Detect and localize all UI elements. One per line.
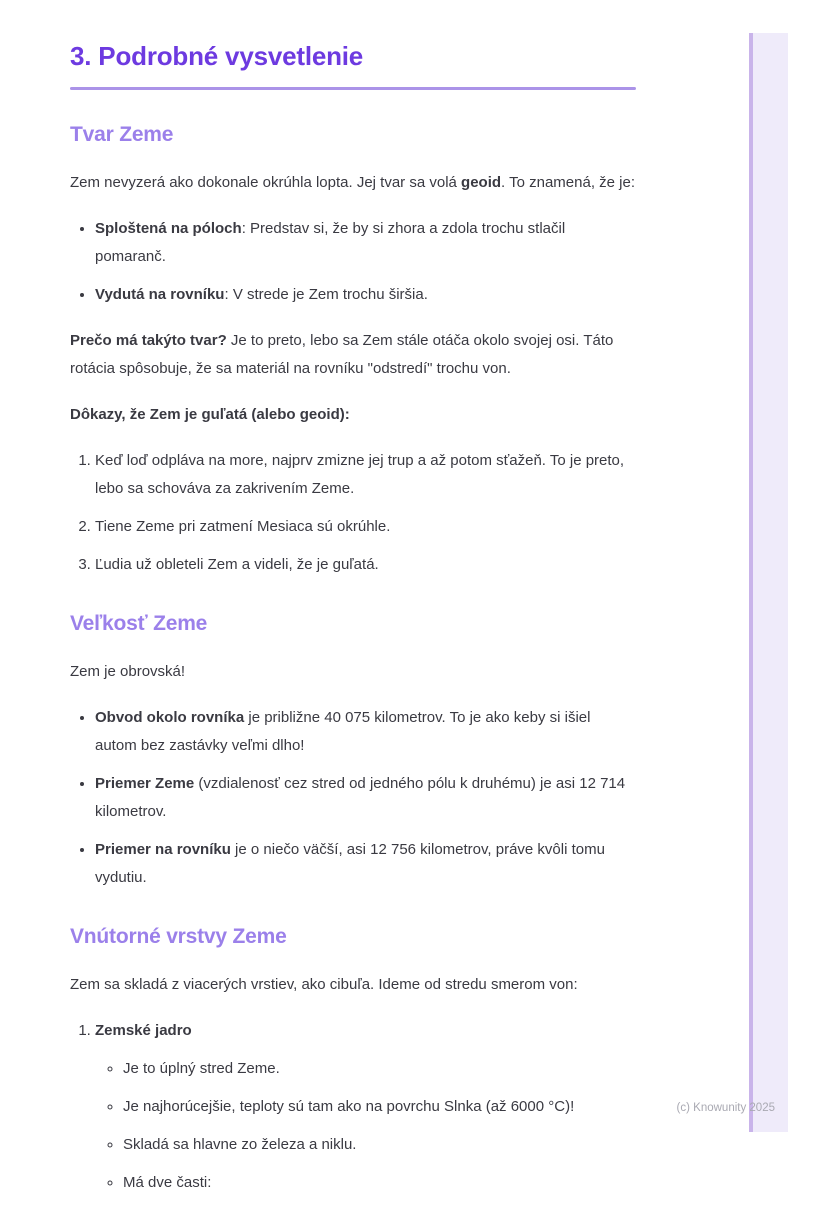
list-item xyxy=(95,770,636,826)
list-item xyxy=(95,551,636,579)
body-paragraph xyxy=(70,971,636,999)
text-run: Je to úplný stred Zeme. xyxy=(123,1060,280,1078)
bold-text-run: Sploštená na póloch xyxy=(95,220,242,238)
text-run: Zem nevyzerá ako dokonale okrúhla lopta. Jej tvar sa volá xyxy=(70,174,462,192)
bold-text-run: Zemské jadro xyxy=(95,1022,192,1040)
bullet-list xyxy=(70,704,636,892)
text-run: . To znamená, že je: xyxy=(501,174,636,192)
page-title: 3. Podrobné vysvetlenie xyxy=(70,41,364,71)
bold-text-run: Priemer na rovníku xyxy=(95,841,231,859)
body-paragraph xyxy=(70,658,636,686)
text-run: Keď loď odpláva na more, najprv zmizne jej trup a až potom sťažeň. To je preto, lebo sa schováva za zakrivením Zeme. xyxy=(95,452,625,498)
text-run: Skladá sa hlavne zo železa a niklu. xyxy=(123,1136,357,1154)
bold-text-run: Prečo má takýto tvar? xyxy=(70,332,227,350)
document-content xyxy=(70,42,636,1215)
section-heading: Veľkosť Zeme xyxy=(70,612,208,636)
list-item xyxy=(95,513,636,541)
text-run: je o niečo väčší, asi 12 756 kilometrov, práve kvôli tomu vydutiu. xyxy=(95,841,605,887)
text-run: Má dve časti: xyxy=(123,1174,212,1192)
sections-container xyxy=(70,122,636,1198)
bold-text-run: Obvod okolo rovníka xyxy=(95,709,245,727)
list-item xyxy=(95,704,636,760)
list-item xyxy=(123,1055,636,1083)
text-run: : Predstav si, že by si zhora a zdola trochu stlačil pomaranč. xyxy=(95,220,566,266)
page-accent-strip xyxy=(749,33,788,1132)
text-run: Ľudia už obleteli Zem a videli, že je guľatá. xyxy=(95,556,379,574)
text-run: (vzdialenosť cez stred od jedného pólu k druhému) je asi 12 714 kilometrov. xyxy=(95,775,626,821)
list-item xyxy=(95,1017,636,1197)
body-paragraph xyxy=(70,401,636,429)
text-run: je približne 40 075 kilometrov. To je ako keby si išiel autom bez zastávky veľmi dlho! xyxy=(95,709,591,755)
bold-text-run: Dôkazy, že Zem je guľatá (alebo geoid): xyxy=(70,406,350,424)
bold-text-run: Priemer Zeme xyxy=(95,775,195,793)
bold-text-run: Vydutá na rovníku xyxy=(95,286,225,304)
text-run: Je najhorúcejšie, teploty sú tam ako na povrchu Slnka (až 6000 °C)! xyxy=(123,1098,575,1116)
text-run: Zem je obrovská! xyxy=(70,663,186,681)
list-item xyxy=(95,836,636,892)
text-run: Je to preto, lebo sa Zem stále otáča okolo svojej osi. Táto rotácia spôsobuje, že sa materiál na rovníku "odstredí" trochu von. xyxy=(70,332,614,378)
numbered-list xyxy=(70,1017,636,1197)
list-item xyxy=(123,1131,636,1159)
list-item xyxy=(95,447,636,503)
text-run: Zem sa skladá z viacerých vrstiev, ako cibuľa. Ideme od stredu smerom von: xyxy=(70,976,578,994)
section-heading: Vnútorné vrstvy Zeme xyxy=(70,925,287,949)
list-item xyxy=(123,1169,636,1197)
list-item xyxy=(123,1093,636,1121)
list-item xyxy=(95,215,636,271)
copyright-text: (c) Knowunity 2025 xyxy=(676,1102,775,1114)
bullet-list xyxy=(95,1055,636,1197)
body-paragraph xyxy=(70,169,636,197)
section-heading: Tvar Zeme xyxy=(70,122,174,146)
text-run: : V strede je Zem trochu širšia. xyxy=(224,286,428,304)
text-run: Tiene Zeme pri zatmení Mesiaca sú okrúhle. xyxy=(95,518,391,536)
numbered-list xyxy=(70,447,636,579)
title-divider xyxy=(70,87,636,90)
bullet-list xyxy=(70,215,636,309)
bold-text-run: geoid xyxy=(461,174,502,192)
list-item xyxy=(95,281,636,309)
body-paragraph xyxy=(70,327,636,383)
